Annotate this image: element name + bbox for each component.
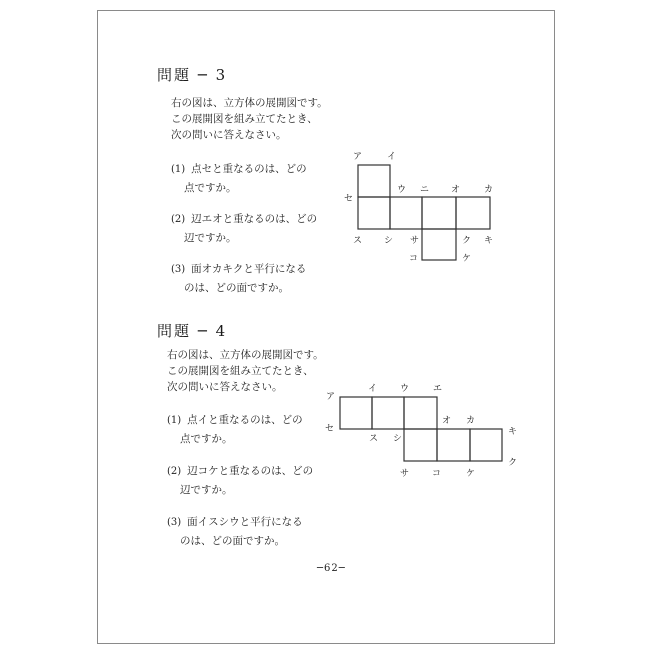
question-text: 辺コケと重なるのは、どの (187, 465, 314, 477)
vertex-label: ケ (462, 254, 472, 264)
vertex-label: カ (484, 185, 494, 195)
vertex-label: ス (369, 434, 379, 444)
net-face (372, 397, 404, 429)
vertex-label: ニ (420, 185, 430, 195)
vertex-label: シ (384, 236, 394, 246)
problem-3-title: 問題 ─ 3 (157, 66, 228, 84)
vertex-label: ア (326, 392, 336, 402)
vertex-label: キ (508, 427, 518, 437)
vertex-label: ウ (400, 384, 410, 394)
question-number: (2) (171, 214, 186, 225)
question-text: 点セと重なるのは、どの (191, 163, 307, 175)
vertex-label: ア (353, 152, 363, 162)
vertex-label: ク (508, 458, 518, 468)
question-text: 点イと重なるのは、どの (187, 414, 303, 426)
question-text: のは、どの面ですか。 (184, 282, 289, 294)
question-number: (1) (167, 415, 182, 426)
intro-line: この展開図を組み立てたとき、 (171, 113, 318, 125)
vertex-label: シ (393, 434, 403, 444)
question-number: (3) (171, 264, 186, 275)
question-number: (2) (167, 466, 182, 477)
net-face (437, 429, 470, 461)
vertex-label: セ (325, 424, 335, 434)
net-face (470, 429, 502, 461)
vertex-label: キ (484, 236, 494, 246)
vertex-label: ウ (397, 185, 407, 195)
vertex-label: ケ (466, 469, 476, 479)
question-text: 辺ですか。 (184, 232, 237, 244)
vertex-label: イ (368, 384, 378, 394)
intro-line: 次の問いに答えなさい。 (167, 381, 283, 393)
question-text: 辺ですか。 (180, 484, 233, 496)
vertex-label: カ (466, 416, 476, 426)
vertex-label: コ (432, 469, 442, 479)
question-text: 点ですか。 (180, 433, 233, 445)
question-text: 辺エオと重なるのは、どの (191, 213, 318, 225)
vertex-label: ス (353, 236, 363, 246)
question-text: 点ですか。 (184, 182, 237, 194)
vertex-label: コ (409, 254, 419, 264)
net-face (340, 397, 372, 429)
vertex-label: オ (451, 185, 461, 195)
vertex-label: サ (400, 469, 410, 479)
question-text: 面イスシウと平行になる (187, 516, 303, 528)
vertex-label: オ (442, 416, 452, 426)
vertex-label: ク (462, 236, 472, 246)
net-face (404, 397, 437, 429)
vertex-label: イ (387, 152, 397, 162)
intro-line: 右の図は、立方体の展開図です。 (171, 97, 328, 109)
intro-line: この展開図を組み立てたとき、 (167, 365, 314, 377)
question-text: のは、どの面ですか。 (180, 535, 285, 547)
page-number: ─62─ (317, 563, 346, 574)
net-face (404, 429, 437, 461)
vertex-label: エ (433, 384, 443, 394)
intro-line: 次の問いに答えなさい。 (171, 129, 287, 141)
intro-line: 右の図は、立方体の展開図です。 (167, 349, 324, 361)
vertex-label: サ (410, 236, 420, 246)
question-text: 面オカキクと平行になる (191, 263, 307, 275)
vertex-label: セ (344, 194, 354, 204)
question-number: (3) (167, 517, 182, 528)
problem-4-title: 問題 ─ 4 (157, 322, 228, 340)
question-number: (1) (171, 164, 186, 175)
